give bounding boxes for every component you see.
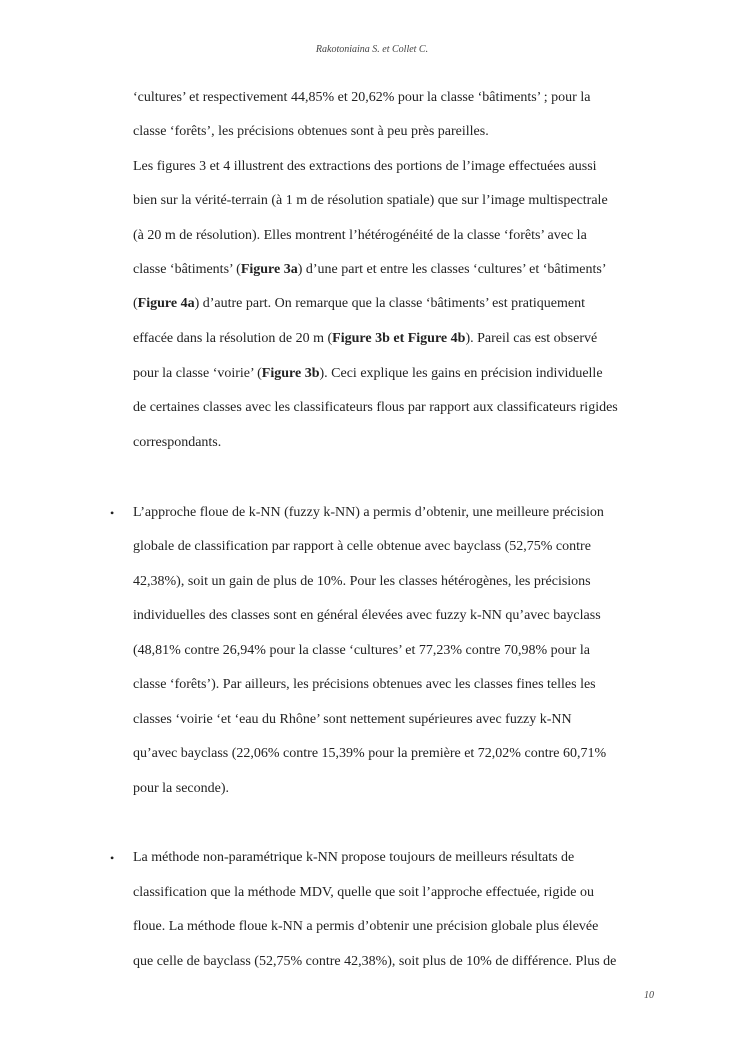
para1-line-11: correspondants. — [133, 435, 222, 450]
text-run: effacée dans la résolution de 20 m ( — [133, 331, 333, 346]
bullet1-line-2: globale de classification par rapport à celle obtenue avec bayclass (52,75% contre — [133, 539, 591, 554]
para1-line-3: Les figures 3 et 4 illustrent des extractions des portions de l’image effectuées aussi — [133, 159, 597, 174]
figure-ref-3b-4b: Figure 3b et Figure 4b — [332, 331, 466, 346]
bullet-marker-1: • — [110, 506, 115, 520]
figure-ref-3a: Figure 3a — [240, 262, 298, 277]
para1-line-8 — [133, 331, 597, 347]
text-run: ) d’autre part. On remarque que la classe ‘bâtiments’ est pratiquement — [194, 296, 585, 311]
bullet2-line-4: que celle de bayclass (52,75% contre 42,38%), soit plus de 10% de différence. Plus de — [133, 954, 617, 969]
bullet2-line-1: La méthode non-paramétrique k-NN propose toujours de meilleurs résultats de — [133, 850, 575, 865]
figure-ref-4a: Figure 4a — [137, 296, 195, 311]
text-run: classe ‘bâtiments’ ( — [133, 262, 241, 277]
page-number: 10 — [644, 990, 654, 1001]
para1-line-1: ‘cultures’ et respectivement 44,85% et 20,62% pour la classe ‘bâtiments’ ; pour la — [133, 90, 591, 105]
bullet2-line-3: floue. La méthode floue k-NN a permis d’obtenir une précision globale plus élevée — [133, 919, 599, 934]
text-run: ). Pareil cas est observé — [465, 331, 598, 346]
bullet1-line-4: individuelles des classes sont en général élevées avec fuzzy k-NN qu’avec bayclass — [133, 608, 601, 623]
para1-line-9 — [133, 366, 603, 382]
para1-line-10: de certaines classes avec les classificateurs flous par rapport aux classificateurs rigides — [133, 400, 618, 415]
para1-line-7 — [133, 296, 585, 312]
text-run: pour la classe ‘voirie’ ( — [133, 366, 262, 381]
figure-ref-3b: Figure 3b — [261, 366, 320, 381]
bullet1-line-8: qu’avec bayclass (22,06% contre 15,39% pour la première et 72,02% contre 60,71% — [133, 746, 607, 761]
bullet1-line-3: 42,38%), soit un gain de plus de 10%. Pour les classes hétérogènes, les précisions — [133, 574, 591, 589]
bullet1-line-7: classes ‘voirie ‘et ‘eau du Rhône’ sont nettement supérieures avec fuzzy k-NN — [133, 712, 572, 727]
para1-line-6 — [133, 262, 607, 278]
bullet1-line-9: pour la seconde). — [133, 781, 230, 796]
bullet1-line-1: L’approche floue de k-NN (fuzzy k-NN) a permis d’obtenir, une meilleure précision — [133, 505, 604, 520]
para1-line-2: classe ‘forêts’, les précisions obtenues sont à peu près pareilles. — [133, 124, 489, 139]
text-run: ) d’une part et entre les classes ‘cultures’ et ‘bâtiments’ — [297, 262, 607, 277]
bullet2-line-2: classification que la méthode MDV, quelle que soit l’approche effectuée, rigide ou — [133, 885, 594, 900]
bullet1-line-5: (48,81% contre 26,94% pour la classe ‘cultures’ et 77,23% contre 70,98% pour la — [133, 643, 590, 658]
text-run: ). Ceci explique les gains en précision individuelle — [319, 366, 603, 381]
para1-line-4: bien sur la vérité-terrain (à 1 m de résolution spatiale) que sur l’image multispectrale — [133, 193, 608, 208]
para1-line-5: (à 20 m de résolution). Elles montrent l’hétérogénéité de la classe ‘forêts’ avec la — [133, 228, 587, 243]
bullet1-line-6: classe ‘forêts’). Par ailleurs, les précisions obtenues avec les classes fines telles les — [133, 677, 596, 692]
text-run: ( — [133, 296, 138, 311]
running-header: Rakotoniaina S. et Collet C. — [315, 44, 429, 55]
bullet-marker-2: • — [110, 851, 115, 865]
